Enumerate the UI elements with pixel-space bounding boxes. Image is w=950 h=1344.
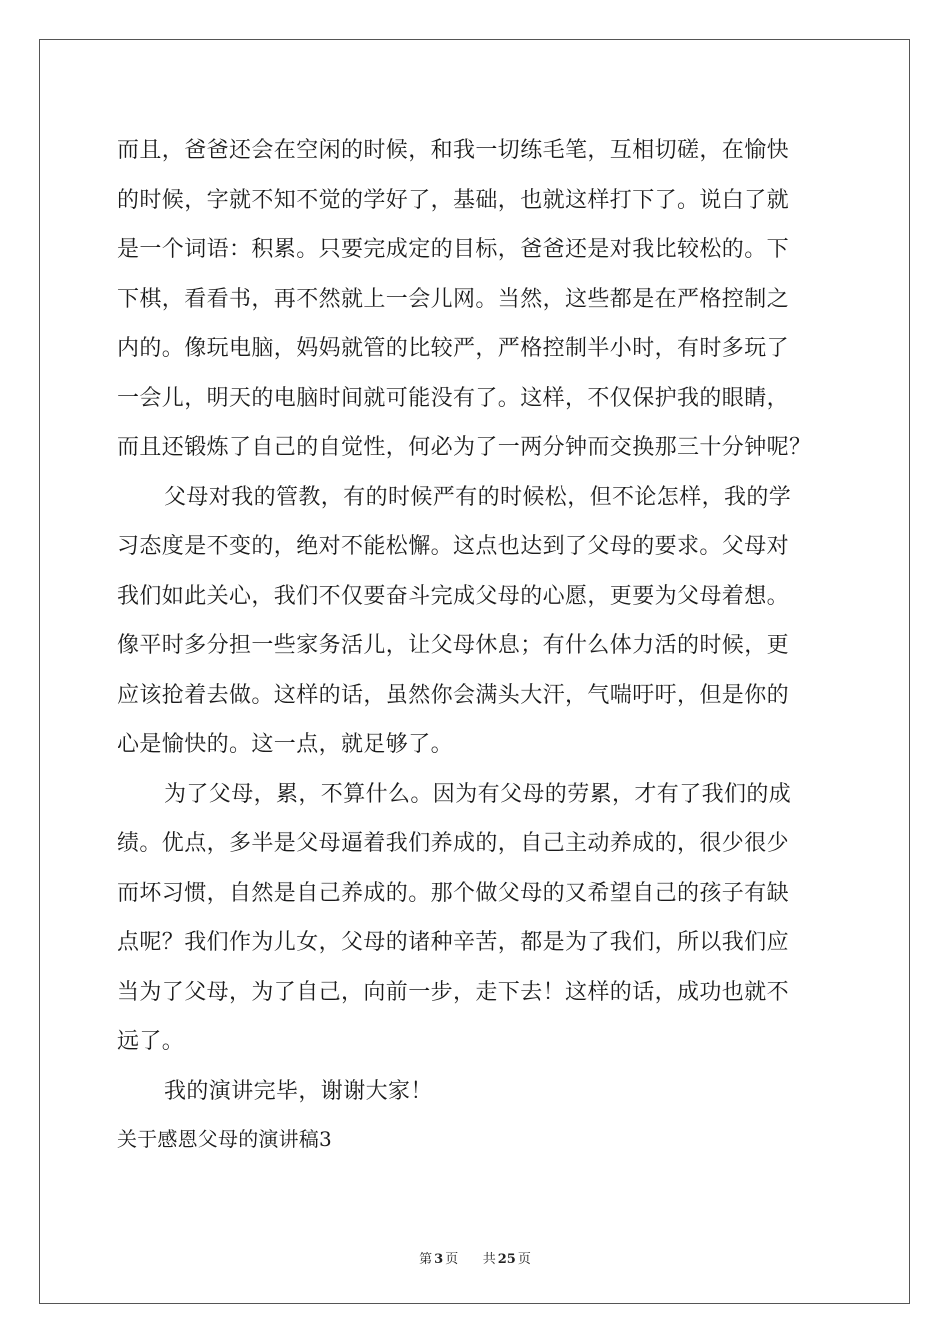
text-line: 应该抢着去做。这样的话，虽然你会满头大汗，气喘吁吁，但是你的 — [117, 682, 790, 708]
closing-line: 我的演讲完毕，谢谢大家！ — [164, 1078, 433, 1104]
page-footer — [0, 1248, 950, 1267]
text-line: 我们如此关心，我们不仅要奋斗完成父母的心愿，更要为父母着想。 — [117, 583, 790, 609]
text-line: 下棋，看看书，再不然就上一会儿网。当然，这些都是在严格控制之 — [117, 286, 790, 312]
total-suffix: 页 — [517, 1252, 531, 1267]
text-line: 而坏习惯，自然是自己养成的。那个做父母的又希望自己的孩子有缺 — [117, 880, 790, 906]
text-line: 内的。像玩电脑，妈妈就管的比较严，严格控制半小时，有时多玩了 — [117, 336, 790, 361]
text-line: 而且还锻炼了自己的自觉性，何必为了一两分钟而交换那三十分钟呢？ — [117, 435, 812, 460]
text-line: 当为了父母，为了自己，向前一步，走下去！这样的话，成功也就不 — [117, 979, 790, 1005]
page-prefix: 第 — [419, 1252, 433, 1267]
page-suffix: 页 — [445, 1252, 459, 1267]
text-line: 心是愉快的。这一点，就足够了。 — [117, 732, 454, 757]
text-line: 习态度是不变的，绝对不能松懈。这点也达到了父母的要求。父母对 — [117, 534, 790, 559]
total-prefix: 共 — [482, 1252, 496, 1267]
page-number: 3 — [434, 1252, 444, 1267]
text-line: 是一个词语：积累。只要完成定的目标，爸爸还是对我比较松的。下 — [117, 237, 790, 262]
text-line: 点呢？我们作为儿女，父母的诸种辛苦，都是为了我们，所以我们应 — [117, 930, 790, 955]
next-section-title: 关于感恩父母的演讲稿3 — [117, 1127, 332, 1151]
total-number: 25 — [497, 1252, 516, 1267]
paragraph-start-line: 父母对我的管教，有的时候严有的时候松，但不论怎样，我的学 — [164, 484, 792, 510]
text-line: 一会儿，明天的电脑时间就可能没有了。这样，不仅保护我的眼睛， — [117, 385, 790, 411]
text-line: 像平时多分担一些家务活儿，让父母休息；有什么体力活的时候，更 — [117, 633, 790, 658]
paragraph-start-line: 为了父母，累，不算什么。因为有父母的劳累，才有了我们的成 — [164, 781, 792, 807]
document-body — [117, 126, 842, 1163]
total-pages-indicator — [481, 1252, 533, 1267]
text-line: 的时候，字就不知不觉的学好了，基础，也就这样打下了。说白了就 — [117, 187, 790, 213]
text-line: 而且，爸爸还会在空闲的时候，和我一切练毛笔，互相切磋，在愉快 — [117, 138, 790, 163]
text-line: 远了。 — [117, 1029, 185, 1054]
page-indicator — [417, 1252, 460, 1267]
text-line: 绩。优点，多半是父母逼着我们养成的，自己主动养成的，很少很少 — [117, 831, 790, 856]
